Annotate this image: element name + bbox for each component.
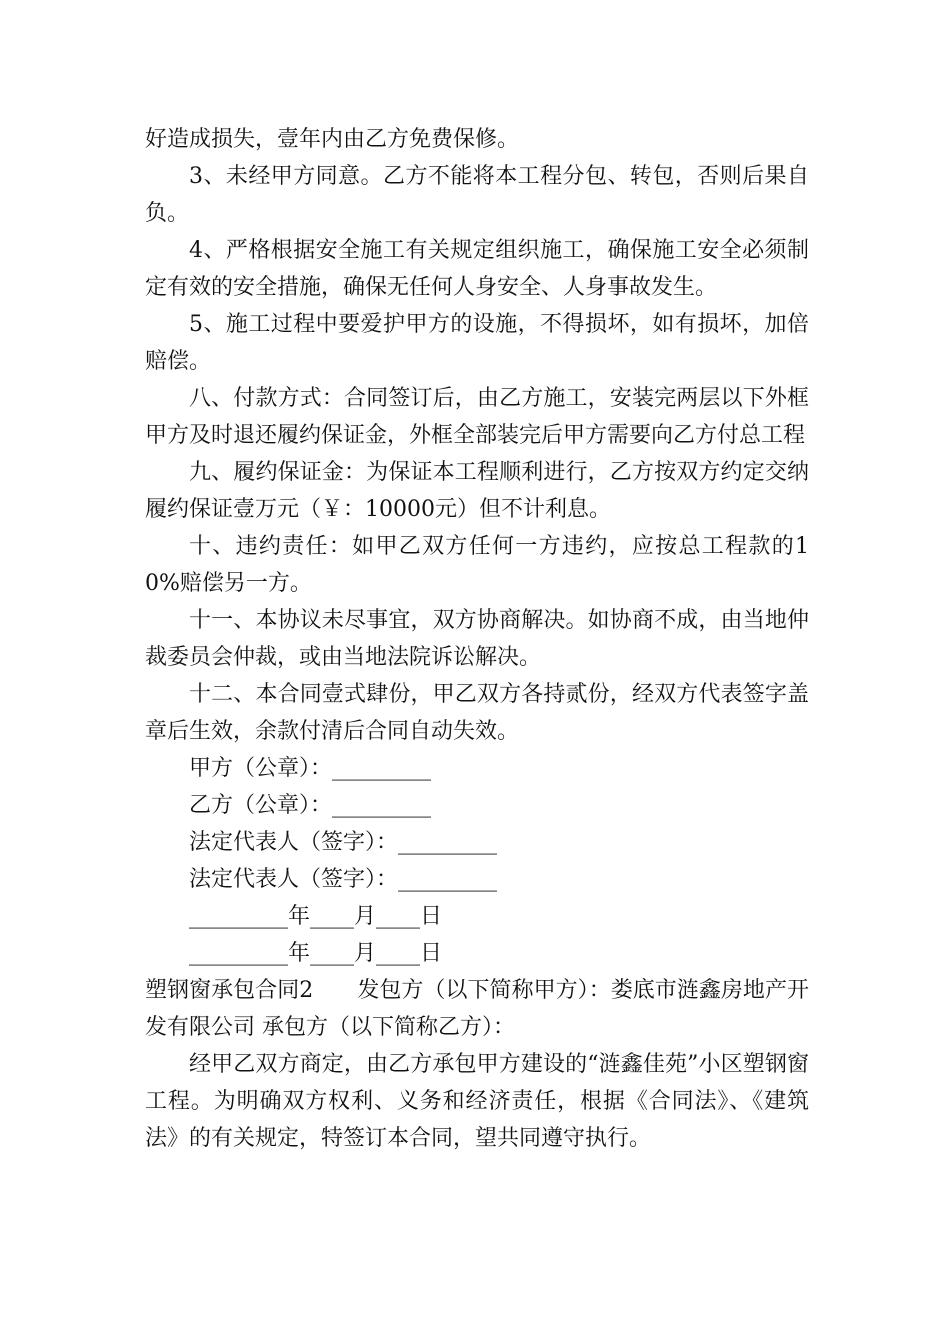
signature-line-legal-rep-2: 法定代表人（签字）：_________	[189, 867, 498, 892]
signature-line-party-b-seal: 乙方（公章）：_________	[189, 793, 432, 818]
signature-line-party-a-seal: 甲方（公章）：_________	[189, 756, 432, 781]
signature-line-legal-rep-1: 法定代表人（签字）：_________	[189, 830, 498, 855]
paragraph-contract-copies: 十二、本合同壹式肆份，甲乙双方各持贰份，经双方代表签字盖章后生效，余款付清后合同自动失效。	[145, 682, 809, 744]
date-line-2: _________年____月____日	[189, 941, 443, 966]
contract2-intro: 经甲乙双方商定，由乙方承包甲方建设的“涟鑫佳苑”小区塑钢窗工程。为明确双方权利、义务和经济责任，根据《合同法》、《建筑法》的有关规定，特签订本合同，望共同遵守执行。	[145, 1052, 809, 1151]
paragraph-clause-4: 4、严格根据安全施工有关规定组织施工，确保施工安全必须制定有效的安全措施，确保无任何人身安全、人身事故发生。	[145, 238, 809, 300]
paragraph-clause-5: 5、施工过程中要爱护甲方的设施，不得损坏，如有损坏，加倍赔偿。	[145, 312, 809, 374]
paragraph-payment-terms: 八、付款方式：合同签订后，由乙方施工，安装完两层以下外框甲方及时退还履约保证金，外框全部装完后甲方需要向乙方付总工程	[145, 386, 809, 448]
paragraph-breach-liability: 十、违约责任：如甲乙双方任何一方违约，应按总工程款的10%赔偿另一方。	[145, 534, 809, 596]
paragraph-clause-3: 3、未经甲方同意。乙方不能将本工程分包、转包，否则后果自负。	[145, 164, 809, 226]
paragraph-dispute-resolution: 十一、本协议未尽事宜，双方协商解决。如协商不成，由当地仲裁委员会仲裁，或由当地法院诉讼解决。	[145, 608, 809, 670]
contract2-heading: 塑钢窗承包合同2 发包方（以下简称甲方）：娄底市涟鑫房地产开发有限公司 承包方（以下简称乙方）：	[145, 978, 809, 1040]
paragraph-performance-bond: 九、履约保证金：为保证本工程顺利进行，乙方按双方约定交纳履约保证壹万元（￥：10000元）但不计利息。	[145, 460, 809, 522]
paragraph-warranty-continuation: 好造成损失，壹年内由乙方免费保修。	[145, 127, 520, 152]
document-body	[145, 121, 809, 1157]
date-line-1: _________年____月____日	[189, 904, 443, 929]
